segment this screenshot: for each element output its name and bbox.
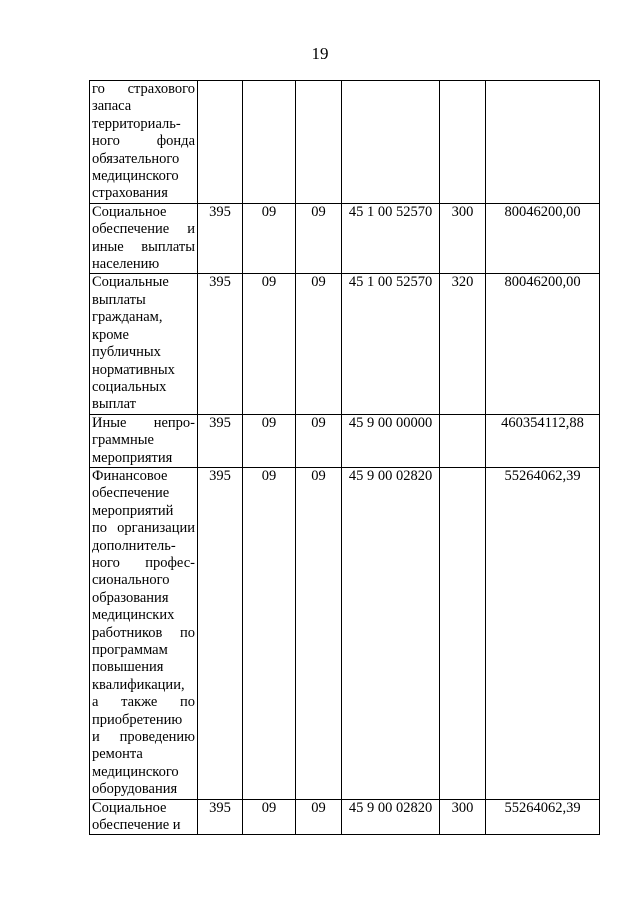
row-sum-cell: 460354112,88	[486, 414, 600, 467]
row-name-cell	[90, 414, 198, 467]
row-name-line: выплат	[92, 396, 136, 413]
row-pr-cell: 09	[296, 203, 342, 274]
row-name-line: медицинского	[92, 763, 179, 780]
row-vr-cell	[440, 81, 486, 204]
row-ved-cell: 395	[198, 203, 243, 274]
row-sum-cell: 55264062,39	[486, 799, 600, 835]
row-csr-cell: 45 1 00 52570	[342, 274, 440, 414]
table-row	[90, 799, 600, 835]
row-name-line	[92, 221, 195, 238]
row-name-line: программам	[92, 642, 168, 658]
row-pr-cell: 09	[296, 467, 342, 799]
row-rz-cell: 09	[243, 467, 296, 799]
row-rz-cell: 09	[243, 414, 296, 467]
row-name-line: квалификации,	[92, 676, 185, 693]
row-csr-cell: 45 9 00 02820	[342, 467, 440, 799]
row-ved-cell: 395	[198, 414, 243, 467]
row-name-line: кроме	[92, 326, 129, 343]
row-csr-cell	[342, 81, 440, 204]
row-name-word: по	[92, 520, 108, 537]
row-sum-cell: 55264062,39	[486, 467, 600, 799]
row-name-line	[92, 520, 195, 537]
row-csr-cell: 45 9 00 02820	[342, 799, 440, 835]
row-name-word: фонда	[156, 133, 195, 150]
row-name-line: дополнитель-	[92, 537, 176, 554]
row-name-word: го	[92, 81, 105, 97]
table-row	[90, 203, 600, 274]
row-name-line	[92, 81, 195, 98]
row-name-line: запаса	[92, 98, 132, 115]
row-name-word: страхового	[127, 81, 195, 97]
row-name-line: социальных	[92, 378, 167, 395]
row-name-line: медицинских	[92, 607, 175, 624]
row-name-line: оборудования	[92, 781, 178, 798]
row-name-word: выплаты	[141, 238, 195, 255]
row-name-line: обеспечение	[92, 485, 170, 502]
row-vr-cell	[440, 467, 486, 799]
row-name-word: и	[187, 221, 195, 238]
row-vr-cell	[440, 414, 486, 467]
row-name-line: публичных	[92, 344, 161, 361]
row-name-line: образования	[92, 589, 169, 606]
row-name-word: а	[92, 694, 99, 711]
row-name-cell	[90, 203, 198, 274]
row-pr-cell: 09	[296, 274, 342, 414]
row-ved-cell	[198, 81, 243, 204]
row-name-word: Иные	[92, 414, 127, 431]
row-name-line	[92, 239, 195, 256]
row-name-line: Социальное	[92, 799, 167, 816]
row-name-word: организации	[117, 520, 195, 537]
row-rz-cell: 09	[243, 203, 296, 274]
row-name-line	[92, 133, 195, 150]
table-row	[90, 467, 600, 799]
table-row	[90, 274, 600, 414]
row-name-line: нормативных	[92, 361, 175, 378]
row-name-cell	[90, 274, 198, 414]
row-vr-cell: 300	[440, 203, 486, 274]
table-row	[90, 414, 600, 467]
row-name-line: Социальное	[92, 203, 167, 220]
row-name-word: по	[179, 694, 195, 711]
row-name-cell	[90, 467, 198, 799]
row-name-line	[92, 729, 195, 746]
row-rz-cell: 09	[243, 799, 296, 835]
row-name-word: проведению	[119, 729, 195, 746]
row-rz-cell: 09	[243, 274, 296, 414]
row-name-line: обеспечение и	[92, 817, 181, 834]
row-name-line: мероприятий	[92, 502, 174, 519]
row-name-line: обязательного	[92, 150, 180, 167]
row-sum-cell	[486, 81, 600, 204]
row-sum-cell: 80046200,00	[486, 203, 600, 274]
row-name-cell	[90, 799, 198, 835]
row-vr-cell: 320	[440, 274, 486, 414]
row-name-line: гражданам,	[92, 309, 163, 326]
row-name-line	[92, 625, 195, 642]
row-ved-cell: 395	[198, 467, 243, 799]
row-name-cell	[90, 81, 198, 204]
row-name-line: населению	[92, 256, 160, 273]
row-name-word: работников	[92, 624, 163, 641]
row-name-word: непро-	[153, 414, 195, 431]
row-name-line: ремонта	[92, 746, 143, 763]
row-name-word: профес-	[145, 554, 195, 571]
table-body	[90, 81, 600, 835]
row-name-line: выплаты	[92, 291, 146, 308]
row-name-word: также	[121, 694, 158, 711]
row-name-line: страхования	[92, 185, 168, 202]
row-ved-cell: 395	[198, 799, 243, 835]
row-name-line	[92, 694, 195, 711]
row-name-word: ного	[92, 133, 120, 150]
row-name-line: приобретению	[92, 711, 183, 728]
row-pr-cell: 09	[296, 799, 342, 835]
row-name-line: повышения	[92, 659, 164, 676]
row-csr-cell: 45 9 00 00000	[342, 414, 440, 467]
row-name-line: Социальные	[92, 274, 169, 291]
row-name-line: мероприятия	[92, 449, 173, 466]
row-name-line: Финансовое	[92, 467, 168, 484]
row-pr-cell: 09	[296, 414, 342, 467]
row-pr-cell	[296, 81, 342, 204]
row-name-word: иные	[92, 238, 124, 255]
row-rz-cell	[243, 81, 296, 204]
row-ved-cell: 395	[198, 274, 243, 414]
row-name-line	[92, 555, 195, 572]
row-vr-cell: 300	[440, 799, 486, 835]
row-name-line	[92, 415, 195, 432]
row-name-word: обеспечение	[92, 221, 170, 238]
row-name-word: по	[179, 624, 195, 641]
row-csr-cell: 45 1 00 52570	[342, 203, 440, 274]
table-row	[90, 81, 600, 204]
budget-table	[89, 80, 600, 835]
page-number: 19	[311, 44, 329, 63]
row-name-word: и	[92, 729, 100, 746]
row-name-line: территориаль-	[92, 115, 181, 132]
row-name-line: граммные	[92, 432, 154, 449]
row-name-line: сионального	[92, 572, 170, 589]
row-name-line: медицинского	[92, 168, 179, 185]
row-name-word: ного	[92, 554, 120, 571]
row-sum-cell: 80046200,00	[486, 274, 600, 414]
